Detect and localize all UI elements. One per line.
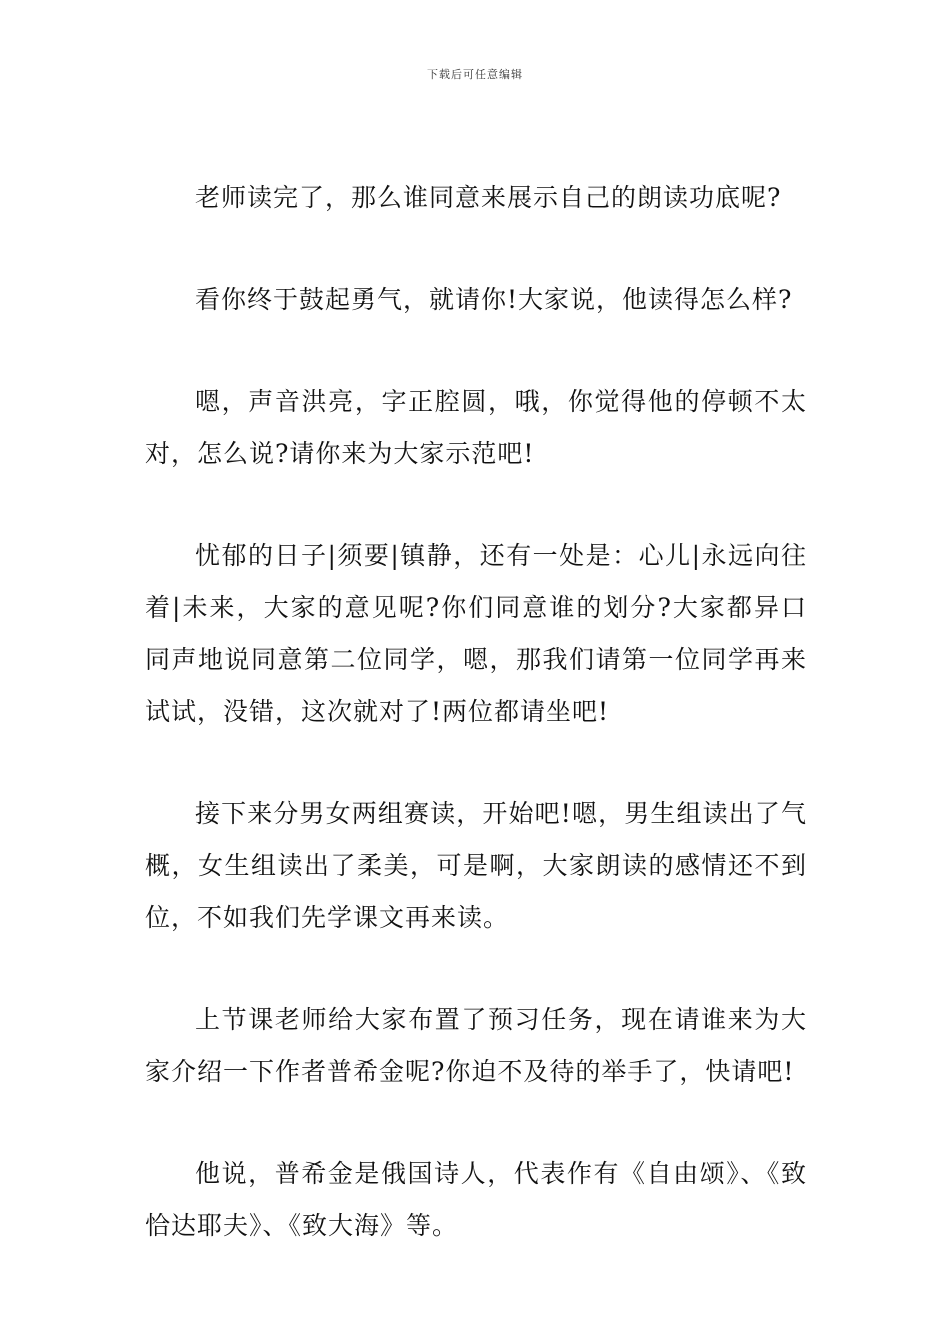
- page-header: 下载后可任意编辑: [427, 68, 523, 81]
- document-body: [145, 172, 807, 1302]
- paragraph-3: 嗯，声音洪亮，字正腔圆，哦，你觉得他的停顿不太对，怎么说?请你来为大家示范吧!: [145, 387, 807, 468]
- paragraph-2: 看你终于鼓起勇气，就请你!大家说，他读得怎么样?: [195, 285, 793, 314]
- paragraph-1: 老师读完了，那么谁同意来展示自己的朗读功底呢?: [195, 183, 782, 212]
- paragraph-4: 忧郁的日子|须要|镇静，还有一处是：心儿|永远向往着|未来，大家的意见呢?你们同意谁的划分?大家都异口同声地说同意第二位同学，嗯，那我们请第一位同学再来试试，没错，这次就对了!两位都请坐吧!: [145, 541, 807, 726]
- paragraph-6: 上节课老师给大家布置了预习任务，现在请谁来为大家介绍一下作者普希金呢?你迫不及待的举手了，快请吧!: [145, 1005, 807, 1086]
- paragraph-5: 接下来分男女两组赛读，开始吧!嗯，男生组读出了气概，女生组读出了柔美，可是啊，大家朗读的感情还不到位，不如我们先学课文再来读。: [145, 799, 807, 932]
- paragraph-7: 他说，普希金是俄国诗人，代表作有《自由颂》、《致恰达耶夫》、《致大海》等。: [145, 1159, 807, 1240]
